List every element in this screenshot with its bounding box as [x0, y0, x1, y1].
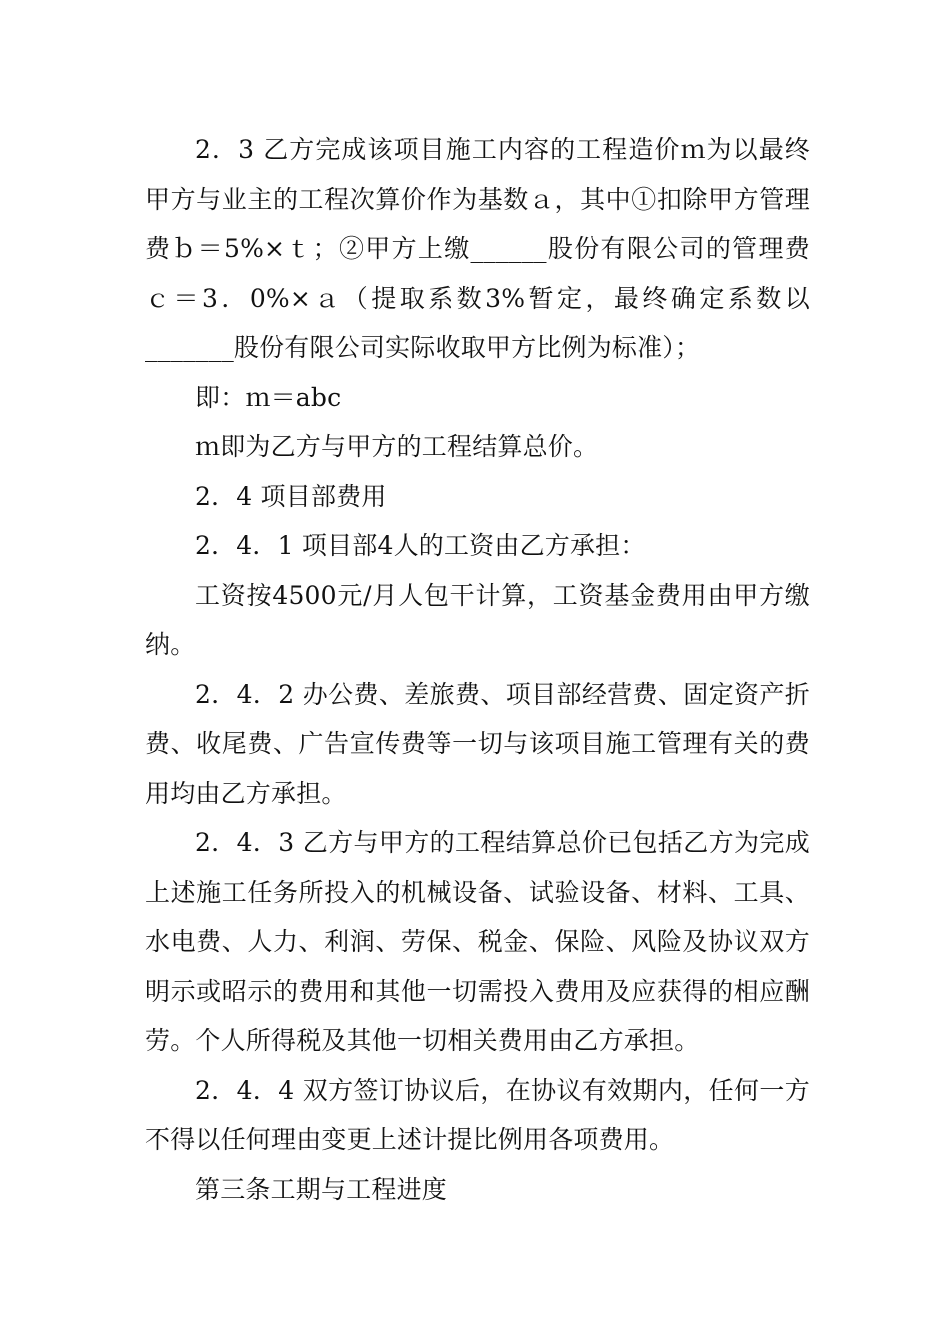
- section-3-heading: 第三条工期与工程进度: [195, 1174, 448, 1204]
- paragraph-2-4-3-settlement-scope: 2．4．3 乙方与甲方的工程结算总价已包括乙方为完成上述施工任务所投入的机械设备、试验设备、材料、工具、水电费、人力、利润、劳保、税金、保险、风险及协议双方明示或昭示的费用和其他一切需投入费用及应获得的相应酬劳。个人所得税及其他一切相关费用由乙方承担。: [145, 828, 810, 1055]
- paragraph-2-4-1-salary: 2．4．1 项目部4人的工资由乙方承担：: [195, 531, 646, 560]
- paragraph-salary-details: 工资按4500元/月人包干计算，工资基金费用由甲方缴纳。: [145, 580, 810, 659]
- paragraph-total-settlement: ｍ即为乙方与甲方的工程结算总价。: [195, 432, 599, 461]
- paragraph-2-4-4-no-changes: 2．4．4 双方签订协议后，在协议有效期内，任何一方不得以任何理由变更上述计提比例用各项费用。: [145, 1075, 810, 1154]
- paragraph-formula: 即：ｍ＝abc: [195, 382, 342, 412]
- paragraph-2-4-heading: 2．4 项目部费用: [195, 481, 387, 511]
- paragraph-2-3-project-cost: 2．3 乙方完成该项目施工内容的工程造价ｍ为以最终甲方与业主的工程次算价作为基数ａ，其中①扣除甲方管理费ｂ＝5%×ｔ；②甲方上缴______股份有限公司的管理费ｃ＝3．0%×ａ（提取系数3%暂定，最终确定系数以_______股份有限公司实际收取甲方比例为标准）；: [145, 135, 810, 362]
- paragraph-2-4-2-expenses: 2．4．2 办公费、差旅费、项目部经营费、固定资产折费、收尾费、广告宣传费等一切与该项目施工管理有关的费用均由乙方承担。: [145, 679, 810, 808]
- document-page: [145, 125, 810, 1214]
